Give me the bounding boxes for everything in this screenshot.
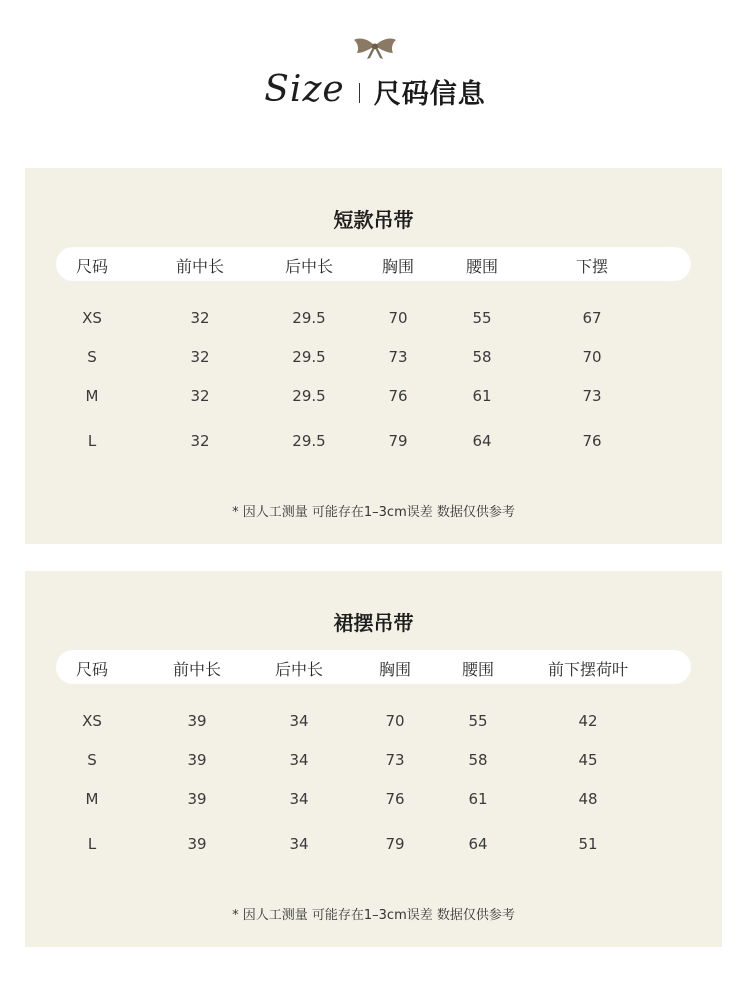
table-cell: 73 xyxy=(582,387,602,405)
table-cell: 39 xyxy=(187,751,207,769)
size-table-card xyxy=(25,168,722,544)
table-cell: 29.5 xyxy=(292,387,326,405)
table-cell: 70 xyxy=(582,348,602,366)
table-cell: 34 xyxy=(289,790,309,808)
table-cell: 76 xyxy=(388,387,408,405)
column-header: 胸围 xyxy=(381,257,415,276)
size-label: XS xyxy=(82,712,102,730)
table-cell: 45 xyxy=(578,751,598,769)
column-header: 后中长 xyxy=(274,660,324,679)
table-cell: 73 xyxy=(385,751,405,769)
table-title: 短款吊带 xyxy=(333,208,414,232)
table-cell: 79 xyxy=(388,432,408,450)
size-label: S xyxy=(87,751,97,769)
table-cell: 39 xyxy=(187,790,207,808)
table-cell: 61 xyxy=(472,387,492,405)
table-title: 裙摆吊带 xyxy=(333,611,414,635)
table-cell: 76 xyxy=(385,790,405,808)
size-label: XS xyxy=(82,309,102,327)
page-heading xyxy=(0,68,750,111)
column-header: 前中长 xyxy=(175,257,225,276)
column-header: 腰围 xyxy=(461,660,495,679)
table-cell: 42 xyxy=(578,712,598,730)
measurement-note: * 因人工测量 可能存在1–3cm误差 数据仅供参考 xyxy=(232,505,515,520)
column-header: 前下摆荷叶 xyxy=(547,660,629,679)
size-label: L xyxy=(87,432,97,450)
table-cell: 64 xyxy=(468,835,488,853)
table-cell: 29.5 xyxy=(292,348,326,366)
table-cell: 34 xyxy=(289,835,309,853)
table-cell: 32 xyxy=(190,309,210,327)
table-cell: 64 xyxy=(472,432,492,450)
table-cell: 39 xyxy=(187,712,207,730)
column-header: 下摆 xyxy=(575,257,609,276)
table-cell: 32 xyxy=(190,348,210,366)
table-cell: 70 xyxy=(388,309,408,327)
table-cell: 58 xyxy=(472,348,492,366)
title-divider xyxy=(359,83,360,103)
table-cell: 34 xyxy=(289,712,309,730)
table-cell: 67 xyxy=(582,309,602,327)
page-title: 尺码信息 xyxy=(373,79,486,110)
table-cell: 76 xyxy=(582,432,602,450)
size-label: M xyxy=(85,387,99,405)
table-cell: 29.5 xyxy=(292,309,326,327)
table-cell: 32 xyxy=(190,387,210,405)
column-header: 尺码 xyxy=(75,257,109,276)
table-cell: 58 xyxy=(468,751,488,769)
column-header: 腰围 xyxy=(465,257,499,276)
size-label: L xyxy=(87,835,97,853)
table-cell: 61 xyxy=(468,790,488,808)
table-cell: 51 xyxy=(578,835,598,853)
column-header: 后中长 xyxy=(284,257,334,276)
table-cell: 73 xyxy=(388,348,408,366)
size-label: S xyxy=(87,348,97,366)
table-cell: 79 xyxy=(385,835,405,853)
size-table-card xyxy=(25,571,722,947)
script-title: Size xyxy=(264,69,345,110)
column-header: 前中长 xyxy=(172,660,222,679)
bow-icon xyxy=(352,36,398,60)
table-cell: 55 xyxy=(468,712,488,730)
table-cell: 48 xyxy=(578,790,598,808)
table-cell: 70 xyxy=(385,712,405,730)
column-header: 尺码 xyxy=(75,660,109,679)
measurement-note: * 因人工测量 可能存在1–3cm误差 数据仅供参考 xyxy=(232,908,515,923)
table-cell: 34 xyxy=(289,751,309,769)
table-cell: 39 xyxy=(187,835,207,853)
table-cell: 32 xyxy=(190,432,210,450)
size-label: M xyxy=(85,790,99,808)
column-header: 胸围 xyxy=(378,660,412,679)
table-cell: 55 xyxy=(472,309,492,327)
table-cell: 29.5 xyxy=(292,432,326,450)
